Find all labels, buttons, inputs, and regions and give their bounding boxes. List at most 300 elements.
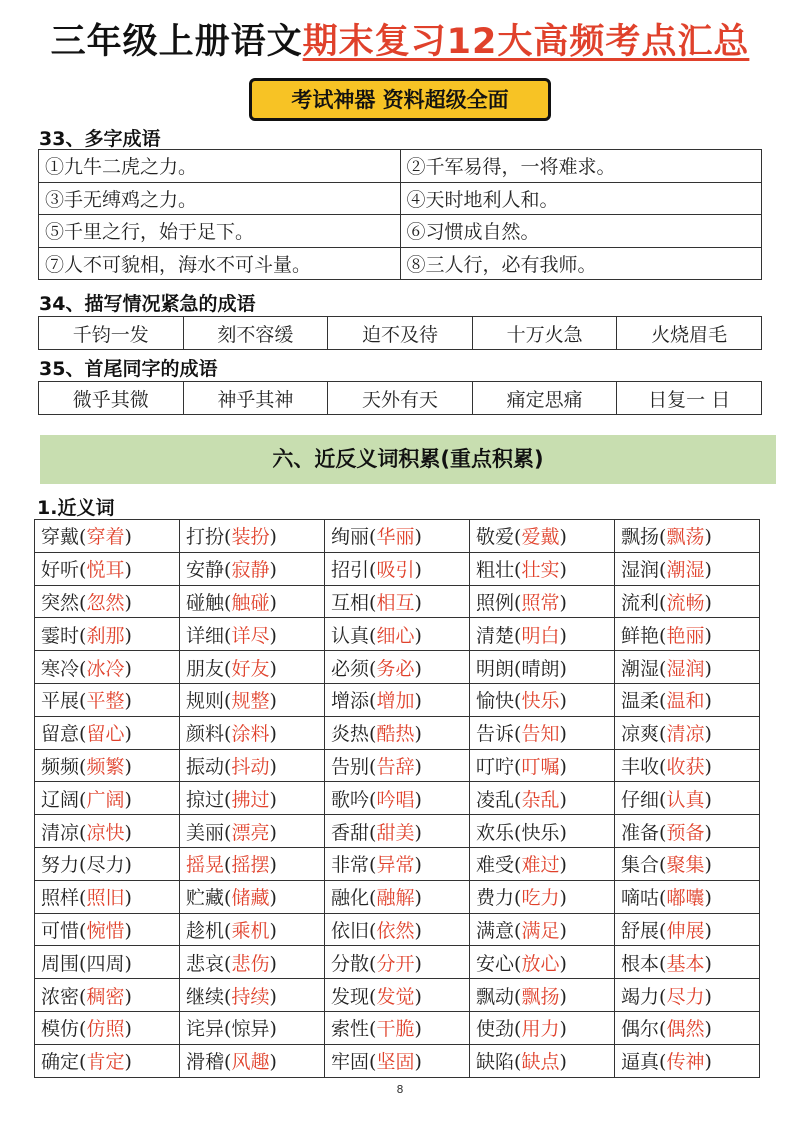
synonym-cell: 安心(放心) bbox=[470, 946, 615, 979]
synonym-answer: 湿润 bbox=[666, 657, 705, 680]
synonym-word: 详细 bbox=[186, 624, 225, 647]
synonym-cell: 飘扬(飘荡) bbox=[615, 520, 760, 553]
synonym-cell: 飘动(飘扬) bbox=[470, 979, 615, 1012]
synonym-word: 分散 bbox=[331, 952, 370, 975]
synonym-answer: 分开 bbox=[376, 952, 415, 975]
synonym-cell: 准备(预备) bbox=[615, 815, 760, 848]
synonym-cell: 朋友(好友) bbox=[180, 651, 325, 684]
synonym-word: 舒展 bbox=[621, 919, 660, 942]
synonym-answer: 细心 bbox=[376, 624, 415, 647]
synonym-cell: 努力(尽力) bbox=[35, 847, 180, 880]
synonym-word: 歌吟 bbox=[331, 788, 370, 811]
synonym-word: 索性 bbox=[331, 1018, 370, 1041]
idiom-cell: ①九牛二虎之力。 bbox=[39, 150, 401, 183]
synonym-cell: 粗壮(壮实) bbox=[470, 552, 615, 585]
synonym-word: 鲜艳 bbox=[621, 624, 660, 647]
synonym-word: 照样 bbox=[41, 887, 80, 910]
synonym-word: 趁机 bbox=[186, 919, 225, 942]
synonym-answer: 照常 bbox=[521, 591, 560, 614]
synonym-answer: 规整 bbox=[231, 690, 270, 713]
synonym-cell: 美丽(漂亮) bbox=[180, 815, 325, 848]
synonym-answer: 忽然 bbox=[86, 591, 125, 614]
synonym-word: 凌乱 bbox=[476, 788, 515, 811]
idiom-cell: 日复一 日 bbox=[617, 382, 762, 415]
synonym-answer: 叮嘱 bbox=[521, 755, 560, 778]
section-six-banner: 六、近反义词积累(重点积累) bbox=[40, 435, 776, 484]
table-row bbox=[35, 782, 760, 815]
synonym-cell: 凉爽(清凉) bbox=[615, 716, 760, 749]
synonym-word: 留意 bbox=[41, 723, 80, 746]
synonym-answer: 放心 bbox=[521, 952, 560, 975]
synonym-cell: 缺陷(缺点) bbox=[470, 1044, 615, 1077]
synonym-cell: 敬爱(爱戴) bbox=[470, 520, 615, 553]
section-35-table bbox=[38, 381, 762, 415]
synonym-cell: 嘀咕(嘟囔) bbox=[615, 880, 760, 913]
synonym-answer: 明白 bbox=[521, 624, 560, 647]
synonym-word: 清楚 bbox=[476, 624, 515, 647]
synonym-cell: 分散(分开) bbox=[325, 946, 470, 979]
synonym-word: 凉爽 bbox=[621, 723, 660, 746]
synonym-word: 仔细 bbox=[621, 788, 660, 811]
synonym-answer: 嘟囔 bbox=[666, 887, 705, 910]
synonym-cell: 突然(忽然) bbox=[35, 585, 180, 618]
synonym-word: 飘动 bbox=[476, 985, 515, 1008]
synonym-answer: 偶然 bbox=[666, 1018, 705, 1041]
idiom-cell: ④天时地利人和。 bbox=[400, 182, 762, 215]
synonym-cell: 增添(增加) bbox=[325, 683, 470, 716]
synonym-answer: 持续 bbox=[231, 985, 270, 1008]
idiom-cell: 天外有天 bbox=[328, 382, 473, 415]
synonym-word: 频频 bbox=[41, 755, 80, 778]
synonym-cell: 平展(平整) bbox=[35, 683, 180, 716]
synonym-cell: 趁机(乘机) bbox=[180, 913, 325, 946]
synonym-answer: 频繁 bbox=[86, 755, 125, 778]
synonym-cell: 清楚(明白) bbox=[470, 618, 615, 651]
synonym-word: 互相 bbox=[331, 591, 370, 614]
synonym-word: 振动 bbox=[186, 755, 225, 778]
synonym-word: 难受 bbox=[476, 854, 515, 877]
synonym-cell: 频频(频繁) bbox=[35, 749, 180, 782]
title-black-part: 三年级上册语文 bbox=[50, 22, 303, 62]
synonym-cell: 浓密(稠密) bbox=[35, 979, 180, 1012]
synonym-answer: 快乐 bbox=[521, 821, 560, 844]
synonym-cell: 绚丽(华丽) bbox=[325, 520, 470, 553]
idiom-cell: 火烧眉毛 bbox=[617, 317, 762, 350]
synonym-answer: 清凉 bbox=[666, 723, 705, 746]
synonym-cell: 炎热(酷热) bbox=[325, 716, 470, 749]
synonym-answer: 飘荡 bbox=[666, 526, 705, 549]
synonym-cell: 牢固(坚固) bbox=[325, 1044, 470, 1077]
synonym-word: 安心 bbox=[476, 952, 515, 975]
synonym-cell: 告诉(告知) bbox=[470, 716, 615, 749]
synonym-word: 招引 bbox=[331, 559, 370, 582]
synonym-word: 寒冷 bbox=[41, 657, 80, 680]
synonym-word: 明朗 bbox=[476, 657, 515, 680]
synonym-answer: 风趣 bbox=[231, 1051, 270, 1074]
page-title bbox=[0, 14, 800, 76]
synonym-word: 缺陷 bbox=[476, 1051, 515, 1074]
synonym-cell: 竭力(尽力) bbox=[615, 979, 760, 1012]
synonym-word: 增添 bbox=[331, 690, 370, 713]
synonym-word: 辽阔 bbox=[41, 788, 80, 811]
table-row bbox=[35, 749, 760, 782]
synonym-answer: 流畅 bbox=[666, 591, 705, 614]
synonym-cell: 告别(告辞) bbox=[325, 749, 470, 782]
synonym-cell: 舒展(伸展) bbox=[615, 913, 760, 946]
synonym-cell: 索性(干脆) bbox=[325, 1011, 470, 1044]
synonym-answer: 异常 bbox=[376, 854, 415, 877]
synonym-cell: 继续(持续) bbox=[180, 979, 325, 1012]
synonym-cell: 好听(悦耳) bbox=[35, 552, 180, 585]
title-red-part: 期末复习12大高频考点汇总 bbox=[302, 22, 750, 62]
synonym-answer: 详尽 bbox=[231, 624, 270, 647]
synonym-cell: 歌吟(吟唱) bbox=[325, 782, 470, 815]
synonym-answer: 吟唱 bbox=[376, 788, 415, 811]
synonym-cell: 欢乐(快乐) bbox=[470, 815, 615, 848]
exam-badge: 考试神器 资料超级全面 bbox=[249, 78, 551, 121]
table-row bbox=[35, 716, 760, 749]
synonym-word: 融化 bbox=[331, 887, 370, 910]
synonym-word: 规则 bbox=[186, 690, 225, 713]
table-row bbox=[35, 520, 760, 553]
synonym-answer: 干脆 bbox=[376, 1018, 415, 1041]
synonym-word: 香甜 bbox=[331, 821, 370, 844]
synonym-answer: 摇摆 bbox=[231, 854, 270, 877]
synonym-answer: 发觉 bbox=[376, 985, 415, 1008]
synonym-answer: 悲伤 bbox=[231, 952, 270, 975]
section-34-table bbox=[38, 316, 762, 350]
synonym-word: 浓密 bbox=[41, 985, 80, 1008]
table-row bbox=[35, 1044, 760, 1077]
synonym-word: 朋友 bbox=[186, 657, 225, 680]
synonym-word: 突然 bbox=[41, 591, 80, 614]
synonym-cell: 难受(难过) bbox=[470, 847, 615, 880]
synonym-answer: 触碰 bbox=[231, 591, 270, 614]
synonym-answer: 告辞 bbox=[376, 755, 415, 778]
synonym-word: 发现 bbox=[331, 985, 370, 1008]
synonym-cell: 掠过(拂过) bbox=[180, 782, 325, 815]
synonym-word: 敬爱 bbox=[476, 526, 515, 549]
synonym-answer: 广阔 bbox=[86, 788, 125, 811]
synonyms-table bbox=[34, 519, 760, 1078]
synonym-answer: 艳丽 bbox=[666, 624, 705, 647]
synonym-answer: 华丽 bbox=[376, 526, 415, 549]
table-row bbox=[35, 946, 760, 979]
synonym-cell: 可惜(惋惜) bbox=[35, 913, 180, 946]
synonym-word: 认真 bbox=[331, 624, 370, 647]
synonym-word: 努力 bbox=[41, 854, 80, 877]
synonym-answer: 尽力 bbox=[666, 985, 705, 1008]
synonym-answer: 穿着 bbox=[86, 526, 125, 549]
synonym-word: 依旧 bbox=[331, 919, 370, 942]
synonym-cell: 贮藏(储藏) bbox=[180, 880, 325, 913]
synonym-answer: 抖动 bbox=[231, 755, 270, 778]
synonym-answer: 好友 bbox=[231, 657, 270, 680]
synonym-cell: 碰触(触碰) bbox=[180, 585, 325, 618]
synonym-word: 费力 bbox=[476, 887, 515, 910]
table-row bbox=[35, 552, 760, 585]
synonym-word: 欢乐 bbox=[476, 821, 515, 844]
synonym-answer: 酷热 bbox=[376, 723, 415, 746]
synonym-cell: 集合(聚集) bbox=[615, 847, 760, 880]
idiom-cell: 神乎其神 bbox=[183, 382, 328, 415]
synonym-word: 集合 bbox=[621, 854, 660, 877]
synonym-answer: 融解 bbox=[376, 887, 415, 910]
table-row bbox=[39, 182, 762, 215]
synonym-cell: 明朗(晴朗) bbox=[470, 651, 615, 684]
synonym-answer: 依然 bbox=[376, 919, 415, 942]
synonym-word: 非常 bbox=[331, 854, 370, 877]
synonym-answer: 杂乱 bbox=[521, 788, 560, 811]
synonym-answer: 仿照 bbox=[86, 1018, 125, 1041]
synonym-cell: 依旧(依然) bbox=[325, 913, 470, 946]
synonym-answer: 爱戴 bbox=[521, 526, 560, 549]
synonym-cell: 偶尔(偶然) bbox=[615, 1011, 760, 1044]
synonym-word: 霎时 bbox=[41, 624, 80, 647]
idiom-cell: 痛定思痛 bbox=[472, 382, 617, 415]
synonym-answer: 甜美 bbox=[376, 821, 415, 844]
synonym-cell: 详细(详尽) bbox=[180, 618, 325, 651]
synonym-cell: 满意(满足) bbox=[470, 913, 615, 946]
synonym-answer: 刹那 bbox=[86, 624, 125, 647]
synonym-answer: 温和 bbox=[666, 690, 705, 713]
synonym-cell: 互相(相互) bbox=[325, 585, 470, 618]
synonym-answer: 基本 bbox=[666, 952, 705, 975]
synonym-cell: 模仿(仿照) bbox=[35, 1011, 180, 1044]
synonym-word: 模仿 bbox=[41, 1018, 80, 1041]
synonym-cell: 安静(寂静) bbox=[180, 552, 325, 585]
section-34-label: 34、描写情况紧急的成语 bbox=[39, 289, 255, 316]
idiom-cell: 迫不及待 bbox=[328, 317, 473, 350]
synonym-word: 嘀咕 bbox=[621, 887, 660, 910]
idiom-cell: 十万火急 bbox=[472, 317, 617, 350]
synonym-answer: 惋惜 bbox=[86, 919, 125, 942]
synonym-answer: 满足 bbox=[521, 919, 560, 942]
synonym-word: 悲哀 bbox=[186, 952, 225, 975]
section-35-label: 35、首尾同字的成语 bbox=[39, 354, 217, 381]
synonym-cell: 打扮(装扮) bbox=[180, 520, 325, 553]
synonym-answer: 储藏 bbox=[231, 887, 270, 910]
synonym-cell: 融化(融解) bbox=[325, 880, 470, 913]
synonym-answer: 壮实 bbox=[521, 559, 560, 582]
table-row bbox=[35, 847, 760, 880]
synonym-answer: 惊异 bbox=[231, 1018, 270, 1041]
synonym-answer: 悦耳 bbox=[86, 559, 125, 582]
synonym-word: 叮咛 bbox=[476, 755, 515, 778]
synonym-word: 湿润 bbox=[621, 559, 660, 582]
synonym-answer: 拂过 bbox=[231, 788, 270, 811]
synonym-cell: 湿润(潮湿) bbox=[615, 552, 760, 585]
table-row bbox=[39, 382, 762, 415]
table-row bbox=[35, 1011, 760, 1044]
synonym-cell: 必须(务必) bbox=[325, 651, 470, 684]
synonym-cell: 鲜艳(艳丽) bbox=[615, 618, 760, 651]
synonym-answer: 飘扬 bbox=[521, 985, 560, 1008]
idiom-cell: ⑧三人行，必有我师。 bbox=[400, 247, 762, 280]
synonym-word: 美丽 bbox=[186, 821, 225, 844]
synonym-cell: 温柔(温和) bbox=[615, 683, 760, 716]
synonym-answer: 增加 bbox=[376, 690, 415, 713]
synonym-word: 粗壮 bbox=[476, 559, 515, 582]
synonym-cell: 规则(规整) bbox=[180, 683, 325, 716]
synonym-answer: 留心 bbox=[86, 723, 125, 746]
table-row bbox=[39, 247, 762, 280]
synonym-answer: 务必 bbox=[376, 657, 415, 680]
synonym-answer: 寂静 bbox=[231, 559, 270, 582]
synonym-cell: 诧异(惊异) bbox=[180, 1011, 325, 1044]
synonym-cell: 悲哀(悲伤) bbox=[180, 946, 325, 979]
synonym-answer: 平整 bbox=[86, 690, 125, 713]
table-row bbox=[35, 913, 760, 946]
synonym-word: 贮藏 bbox=[186, 887, 225, 910]
synonym-word: 摇晃 bbox=[186, 854, 225, 877]
synonym-cell: 发现(发觉) bbox=[325, 979, 470, 1012]
synonym-word: 满意 bbox=[476, 919, 515, 942]
synonym-cell: 认真(细心) bbox=[325, 618, 470, 651]
synonym-answer: 聚集 bbox=[666, 854, 705, 877]
synonym-word: 丰收 bbox=[621, 755, 660, 778]
synonym-cell: 非常(异常) bbox=[325, 847, 470, 880]
idiom-cell: 千钧一发 bbox=[39, 317, 184, 350]
synonym-word: 告别 bbox=[331, 755, 370, 778]
synonym-answer: 告知 bbox=[521, 723, 560, 746]
synonym-cell: 逼真(传神) bbox=[615, 1044, 760, 1077]
synonym-answer: 尽力 bbox=[86, 854, 125, 877]
table-row bbox=[35, 585, 760, 618]
synonym-cell: 照例(照常) bbox=[470, 585, 615, 618]
synonym-cell: 留意(留心) bbox=[35, 716, 180, 749]
synonym-word: 潮湿 bbox=[621, 657, 660, 680]
synonym-word: 掠过 bbox=[186, 788, 225, 811]
synonym-answer: 涂料 bbox=[231, 723, 270, 746]
synonym-word: 愉快 bbox=[476, 690, 515, 713]
synonym-word: 安静 bbox=[186, 559, 225, 582]
synonym-answer: 凉快 bbox=[86, 821, 125, 844]
table-row bbox=[39, 150, 762, 183]
idiom-cell: 微乎其微 bbox=[39, 382, 184, 415]
synonym-cell: 颜料(涂料) bbox=[180, 716, 325, 749]
table-row bbox=[39, 215, 762, 248]
synonym-answer: 吃力 bbox=[521, 887, 560, 910]
synonym-cell: 费力(吃力) bbox=[470, 880, 615, 913]
synonym-word: 竭力 bbox=[621, 985, 660, 1008]
table-row bbox=[35, 815, 760, 848]
synonym-answer: 相互 bbox=[376, 591, 415, 614]
synonym-cell: 凌乱(杂乱) bbox=[470, 782, 615, 815]
synonym-word: 必须 bbox=[331, 657, 370, 680]
synonym-word: 清凉 bbox=[41, 821, 80, 844]
synonym-answer: 乘机 bbox=[231, 919, 270, 942]
synonym-word: 平展 bbox=[41, 690, 80, 713]
idiom-cell: ⑦人不可貌相，海水不可斗量。 bbox=[39, 247, 401, 280]
synonym-cell: 根本(基本) bbox=[615, 946, 760, 979]
synonym-cell: 香甜(甜美) bbox=[325, 815, 470, 848]
synonym-answer: 传神 bbox=[666, 1051, 705, 1074]
synonym-answer: 吸引 bbox=[376, 559, 415, 582]
synonym-word: 可惜 bbox=[41, 919, 80, 942]
synonym-cell: 确定(肯定) bbox=[35, 1044, 180, 1077]
synonym-answer: 装扮 bbox=[231, 526, 270, 549]
synonym-word: 滑稽 bbox=[186, 1051, 225, 1074]
idiom-cell: ⑤千里之行，始于足下。 bbox=[39, 215, 401, 248]
synonym-cell: 潮湿(湿润) bbox=[615, 651, 760, 684]
synonym-cell: 穿戴(穿着) bbox=[35, 520, 180, 553]
synonym-cell: 摇晃(摇摆) bbox=[180, 847, 325, 880]
synonym-word: 使劲 bbox=[476, 1018, 515, 1041]
synonym-word: 炎热 bbox=[331, 723, 370, 746]
synonym-answer: 照旧 bbox=[86, 887, 125, 910]
idiom-cell: ③手无缚鸡之力。 bbox=[39, 182, 401, 215]
synonym-word: 周围 bbox=[41, 952, 80, 975]
synonym-cell: 周围(四周) bbox=[35, 946, 180, 979]
synonym-word: 逼真 bbox=[621, 1051, 660, 1074]
synonym-answer: 肯定 bbox=[86, 1051, 125, 1074]
synonym-answer: 收获 bbox=[666, 755, 705, 778]
synonym-word: 颜料 bbox=[186, 723, 225, 746]
idiom-cell: 刻不容缓 bbox=[183, 317, 328, 350]
synonym-answer: 缺点 bbox=[521, 1051, 560, 1074]
synonym-cell: 愉快(快乐) bbox=[470, 683, 615, 716]
idiom-cell: ②千军易得，一将难求。 bbox=[400, 150, 762, 183]
table-row bbox=[35, 880, 760, 913]
synonym-word: 告诉 bbox=[476, 723, 515, 746]
synonym-answer: 认真 bbox=[666, 788, 705, 811]
synonym-word: 好听 bbox=[41, 559, 80, 582]
synonym-word: 照例 bbox=[476, 591, 515, 614]
synonym-answer: 预备 bbox=[666, 821, 705, 844]
synonym-cell: 仔细(认真) bbox=[615, 782, 760, 815]
synonym-word: 根本 bbox=[621, 952, 660, 975]
synonym-word: 绚丽 bbox=[331, 526, 370, 549]
table-row bbox=[35, 618, 760, 651]
synonym-cell: 招引(吸引) bbox=[325, 552, 470, 585]
synonym-answer: 快乐 bbox=[521, 690, 560, 713]
section-33-label: 33、多字成语 bbox=[39, 124, 160, 151]
synonym-word: 飘扬 bbox=[621, 526, 660, 549]
synonym-cell: 叮咛(叮嘱) bbox=[470, 749, 615, 782]
synonym-word: 诧异 bbox=[186, 1018, 225, 1041]
synonym-answer: 晴朗 bbox=[521, 657, 560, 680]
synonym-cell: 流利(流畅) bbox=[615, 585, 760, 618]
synonym-cell: 振动(抖动) bbox=[180, 749, 325, 782]
table-row bbox=[35, 651, 760, 684]
synonym-word: 流利 bbox=[621, 591, 660, 614]
synonym-answer: 潮湿 bbox=[666, 559, 705, 582]
synonym-cell: 丰收(收获) bbox=[615, 749, 760, 782]
synonym-answer: 坚固 bbox=[376, 1051, 415, 1074]
synonym-cell: 使劲(用力) bbox=[470, 1011, 615, 1044]
synonym-word: 牢固 bbox=[331, 1051, 370, 1074]
synonym-word: 继续 bbox=[186, 985, 225, 1008]
synonym-answer: 漂亮 bbox=[231, 821, 270, 844]
idiom-cell: ⑥习惯成自然。 bbox=[400, 215, 762, 248]
synonym-answer: 稠密 bbox=[86, 985, 125, 1008]
synonyms-label: 1.近义词 bbox=[37, 493, 114, 520]
table-row bbox=[39, 317, 762, 350]
synonym-answer: 用力 bbox=[521, 1018, 560, 1041]
synonym-cell: 霎时(刹那) bbox=[35, 618, 180, 651]
synonym-cell: 滑稽(风趣) bbox=[180, 1044, 325, 1077]
synonym-cell: 清凉(凉快) bbox=[35, 815, 180, 848]
section-33-table bbox=[38, 149, 762, 280]
synonym-answer: 难过 bbox=[521, 854, 560, 877]
synonym-word: 准备 bbox=[621, 821, 660, 844]
page-number: 8 bbox=[396, 1083, 404, 1096]
synonym-cell: 照样(照旧) bbox=[35, 880, 180, 913]
synonym-word: 温柔 bbox=[621, 690, 660, 713]
synonym-word: 偶尔 bbox=[621, 1018, 660, 1041]
table-row bbox=[35, 979, 760, 1012]
